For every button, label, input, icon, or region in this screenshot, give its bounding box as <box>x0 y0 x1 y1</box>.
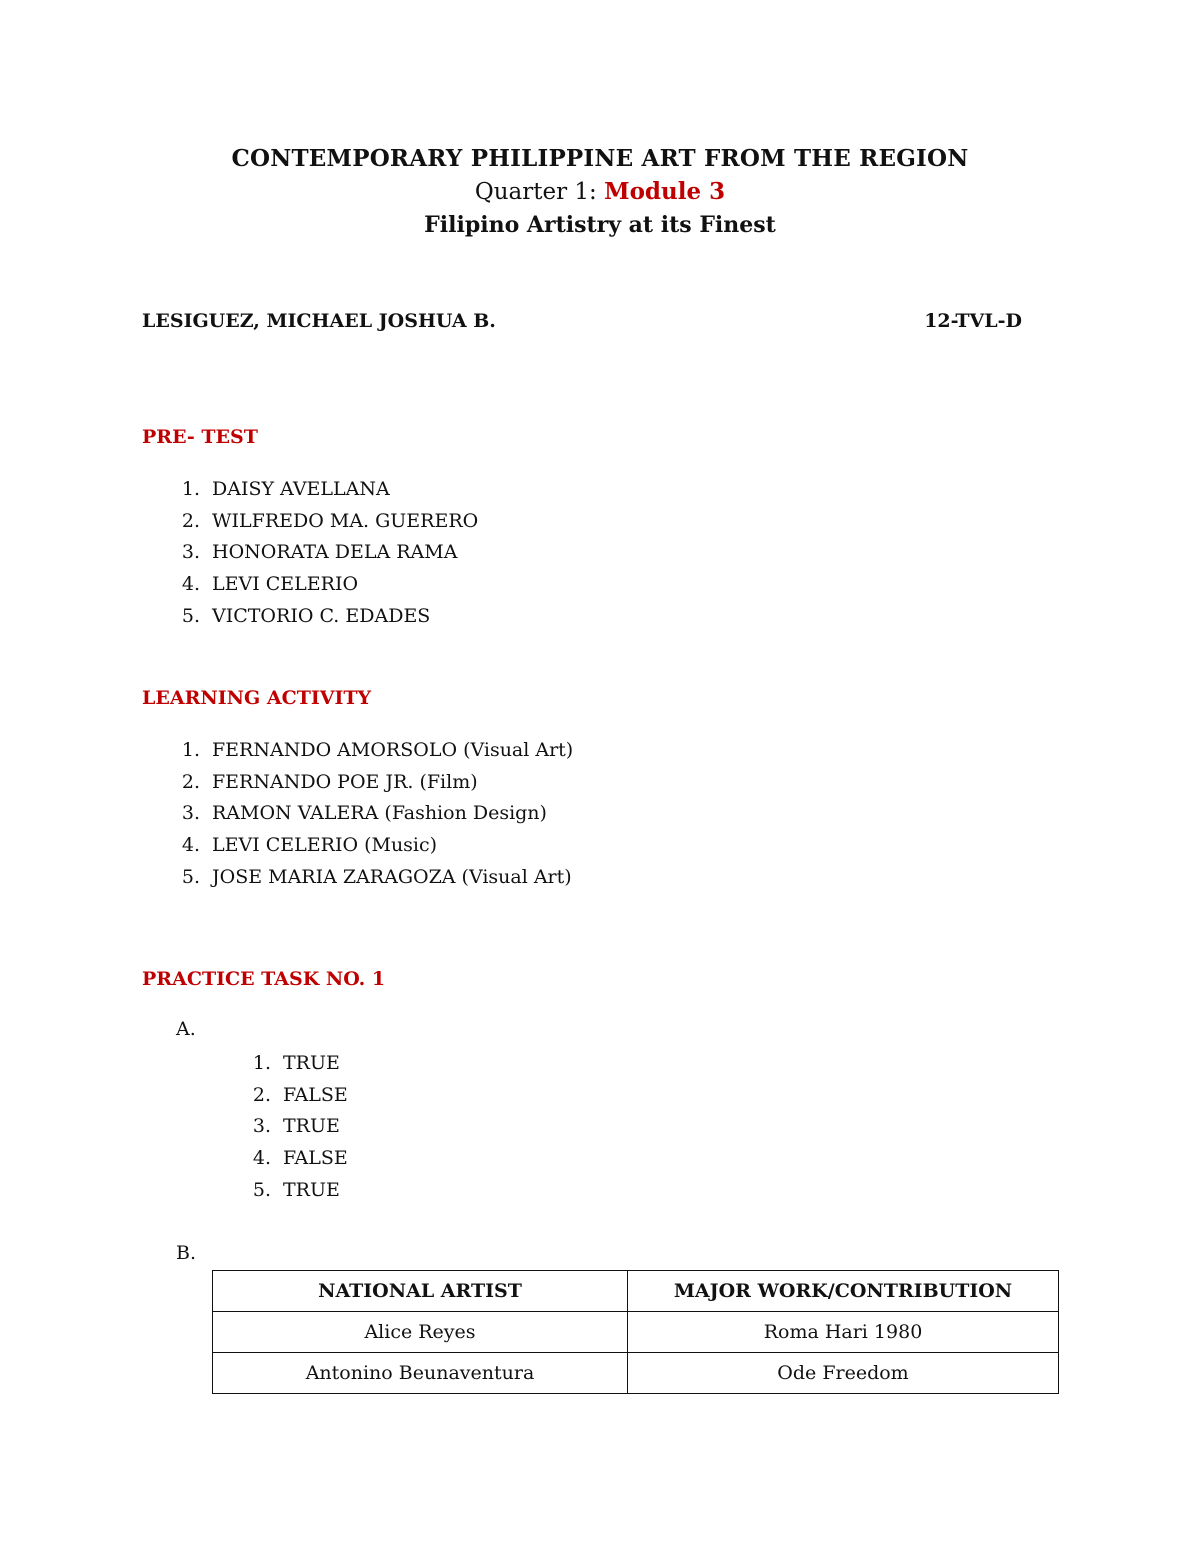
list-item <box>165 474 478 506</box>
student-info <box>142 310 1022 340</box>
list-item-number: 3. <box>252 1115 271 1138</box>
student-section: 12-TVL-D <box>924 310 1022 332</box>
practice-task-heading: PRACTICE TASK NO. 1 <box>142 968 386 990</box>
list-item-number: 5. <box>181 604 200 627</box>
list-item <box>165 862 573 894</box>
list-item-number: 2. <box>181 770 200 793</box>
pre-test-heading: PRE- TEST <box>142 426 258 448</box>
list-item <box>236 1080 348 1112</box>
list-item-text: FALSE <box>283 1147 348 1170</box>
title-block <box>0 142 1200 242</box>
list-item-number: 5. <box>252 1178 271 1201</box>
list-item-text: JOSE MARIA ZARAGOZA (Visual Art) <box>212 865 572 888</box>
quarter-line <box>0 176 1200 208</box>
table-cell-work: Roma Hari 1980 <box>628 1312 1059 1353</box>
student-name: LESIGUEZ, MICHAEL JOSHUA B. <box>142 310 496 332</box>
list-item-number: 2. <box>181 509 200 532</box>
document-title: CONTEMPORARY PHILIPPINE ART FROM THE REGION <box>231 145 969 172</box>
column-header-national-artist: NATIONAL ARTIST <box>213 1271 628 1312</box>
list-item-number: 2. <box>252 1083 271 1106</box>
column-header-major-work: MAJOR WORK/CONTRIBUTION <box>628 1271 1059 1312</box>
module-label: Module 3 <box>604 178 726 205</box>
list-item-text: DAISY AVELLANA <box>212 478 390 500</box>
list-item <box>236 1048 348 1080</box>
list-item-number: 1. <box>181 739 200 761</box>
document-subtitle: Filipino Artistry at its Finest <box>424 212 776 238</box>
learning-activity-heading: LEARNING ACTIVITY <box>142 687 372 709</box>
part-a-label: A. <box>176 1018 196 1040</box>
table-row <box>213 1353 1059 1394</box>
part-b-label: B. <box>176 1242 197 1264</box>
list-item-text: LEVI CELERIO (Music) <box>212 834 438 857</box>
learning-activity-list <box>165 735 573 893</box>
list-item <box>165 798 573 830</box>
list-item-text: WILFREDO MA. GUERERO <box>212 509 479 532</box>
list-item-text: VICTORIO C. EDADES <box>212 604 431 627</box>
list-item <box>165 506 478 538</box>
table-cell-artist: Alice Reyes <box>213 1312 628 1353</box>
list-item-number: 4. <box>252 1147 271 1170</box>
list-item-number: 1. <box>252 1052 271 1074</box>
quarter-label: Quarter 1: <box>474 179 597 205</box>
list-item-text: TRUE <box>283 1052 340 1074</box>
list-item-text: TRUE <box>283 1115 340 1138</box>
list-item <box>236 1143 348 1175</box>
list-item <box>165 537 478 569</box>
list-item <box>165 735 573 767</box>
list-item-number: 5. <box>181 865 200 888</box>
pre-test-list <box>165 474 478 632</box>
table-row <box>213 1312 1059 1353</box>
list-item-text: FERNANDO POE JR. (Film) <box>212 770 478 793</box>
list-item-text: TRUE <box>283 1178 340 1201</box>
list-item <box>165 767 573 799</box>
list-item <box>236 1175 348 1207</box>
list-item <box>165 569 478 601</box>
part-a-list <box>236 1048 348 1206</box>
list-item-text: LEVI CELERIO <box>212 573 359 596</box>
list-item-number: 4. <box>181 573 200 596</box>
list-item-number: 4. <box>181 834 200 857</box>
table-cell-artist: Antonino Beunaventura <box>213 1353 628 1394</box>
table-header-row <box>213 1271 1059 1312</box>
list-item-text: FERNANDO AMORSOLO (Visual Art) <box>212 739 574 761</box>
list-item <box>165 601 478 633</box>
table-cell-work: Ode Freedom <box>628 1353 1059 1394</box>
list-item-text: HONORATA DELA RAMA <box>212 541 458 564</box>
list-item-text: FALSE <box>283 1083 348 1106</box>
list-item-number: 1. <box>181 478 200 500</box>
national-artist-table <box>212 1270 1059 1394</box>
list-item-number: 3. <box>181 541 200 564</box>
list-item <box>165 830 573 862</box>
list-item-text: RAMON VALERA (Fashion Design) <box>212 802 547 825</box>
list-item-number: 3. <box>181 802 200 825</box>
list-item <box>236 1111 348 1143</box>
